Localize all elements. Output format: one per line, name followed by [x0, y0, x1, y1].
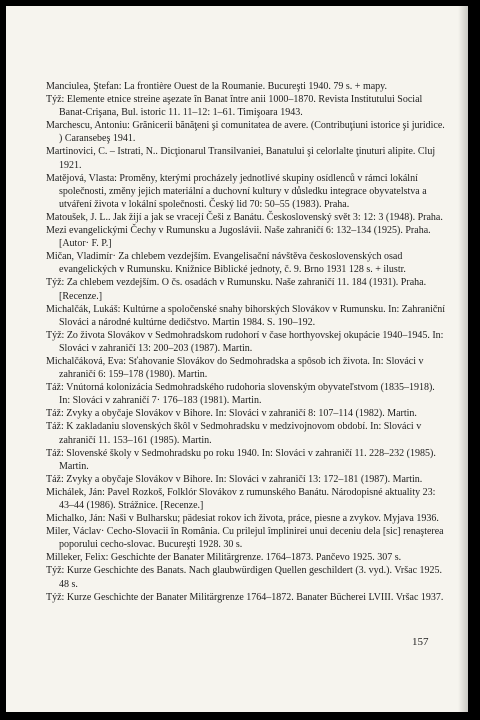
bibliography-entry: Táž: Zvyky a obyčaje Slovákov v Bihore. In: Slováci v zahraničí 13: 172–181 (1987). Martin. [46, 473, 423, 485]
bibliography-entry: Týž: Za chlebem vezdejším. O čs. osadách v Rumunsku. Naše zahraničí 11. 184 (1931). Praha. [Recenze.] [46, 277, 427, 302]
bibliography-entry: Táž: Vnútorná kolonizácia Sedmohradského rudohoria slovenským obyvateľstvom (1835–1918). In: Slováci v zahraničí 7· 176–183 (1981). Martin. [46, 382, 435, 407]
bibliography-entry: Manciulea, Ştefan: La frontière Ouest de la Roumanie. Bucureşti 1940. 79 s. + mapy. [46, 81, 388, 92]
bibliography-entry: Michalko, Ján: Naši v Bulharsku; pädesiat rokov ich života, práce, piesne a zvykov. Myjava 1936. [46, 513, 439, 525]
book-page [6, 6, 468, 712]
bibliography-list [46, 80, 446, 604]
bibliography-entry: Michalčáková, Eva: Sťahovanie Slovákov do Sedmohradska a spôsob ich života. In: Slováci v zahraničí 6: 159–178 (1980). Martin. [46, 355, 424, 381]
bibliography-entry: Týž: Kurze Geschichte der Banater Militärgrenze 1764–1872. Banater Bücherei LVIII. Vršac 1937. [46, 591, 444, 603]
bibliography-entry: Táž: Zvyky a obyčaje Slovákov v Bihore. In: Slováci v zahraničí 8: 107–114 (1982). Martin. [46, 408, 417, 420]
bibliography-entry: Týž: Elemente etnice streine aşezate în Banat între anii 1000–1870. Revista Institutului Social Banat-Crişana, Bul. istoric 11. 11–12: 1–61. Timişoara 1943. [46, 94, 423, 119]
page-number: 157 [412, 636, 429, 648]
bibliography-entry: Mezi evangelickými Čechy v Rumunsku a Jugoslávii. Naše zahraničí 6: 132–134 (1925). Praha. [Autor· F. P.] [46, 225, 431, 250]
bibliography-entry: Michálek, Ján: Pavel Rozkoš, Folklór Slovákov z rumunského Banátu. Národopisné aktuality 23: 43–44 (1986). Strážnice. [Recenze.] [46, 486, 436, 511]
bibliography-entry: Týž: Kurze Geschichte des Banats. Nach glaubwürdigen Quellen geschildert (3. vyd.). Vršac 1925. 48 s. [46, 565, 443, 590]
bibliography-entry: Mičan, Vladimír· Za chlebem vezdejším. Evangelisační návštěva československých osad evangelických v Rumunsku. Knižnice Biblické jednoty, č. 9. Brno 1931 128 s. + ilustr. [46, 251, 406, 276]
bibliography-entry: Táž: K zakladaniu slovenských škôl v Sedmohradsku v medzivojnovom období. In: Slováci v zahraničí 11. 153–161 (1985). Martin. [46, 421, 422, 446]
bibliography-entry: Michalčák, Lukáš: Kultúrne a spoločenské snahy bihorských Slovákov v Rumunsku. In: Zahraniční Slováci a národné kultúrne dedičstvo. Martin 1984. S. 190–192. [46, 303, 446, 328]
bibliography-entry: Marchescu, Antoniu: Grănicerii bănăţeni şi comunitatea de avere. (Contribuţiuni istorice şi juridice. ) Caransebeş 1941. [46, 120, 445, 145]
page-fold-shadow [458, 6, 468, 712]
bibliography-entry: Milleker, Felix: Geschichte der Banater Militärgrenze. 1764–1873. Pančevo 1925. 307 s. [46, 552, 402, 564]
bibliography-entry: Miler, Václav· Cecho-Slovacii în România. Cu prilejul împlinirei unui deceniu dela [sic] renaşterea poporului cecho-slovac. Bucureşti 1928. 30 s. [46, 526, 444, 551]
bibliography-entry: Martinovici, C. – Istrati, N.. Dicţionarul Transilvaniei, Banatului şi celorlalte ţinuturi alipite. Cluj 1921. [46, 146, 436, 171]
bibliography-entry: Matějová, Vlasta: Proměny, kterými procházely jednotlivé skupiny osídlenců v rámci lokální společnosti, změny jejich materiální a duchovní kultury v důsledku integrace obyvatelstva a utváření života v lokální společnosti. Český lid 70: 50–55 (1983). Praha. [46, 172, 427, 210]
bibliography-entry: Táž: Slovenské školy v Sedmohradsku po roku 1940. In: Slováci v zahraničí 11. 228–232 (1985). Martin. [46, 447, 436, 472]
bibliography-entry: Týž: Zo života Slovákov v Sedmohradskom rudohorí v čase horthyovskej okupácie 1940–1945. In: Slováci v zahraničí 13: 200–203 (1987). Martin. [46, 329, 444, 354]
bibliography-entry: Matoušek, J. L.. Jak žijí a jak se vracejí Češi z Banátu. Československý svět 3: 12: 3 (1948). Praha. [46, 211, 443, 223]
